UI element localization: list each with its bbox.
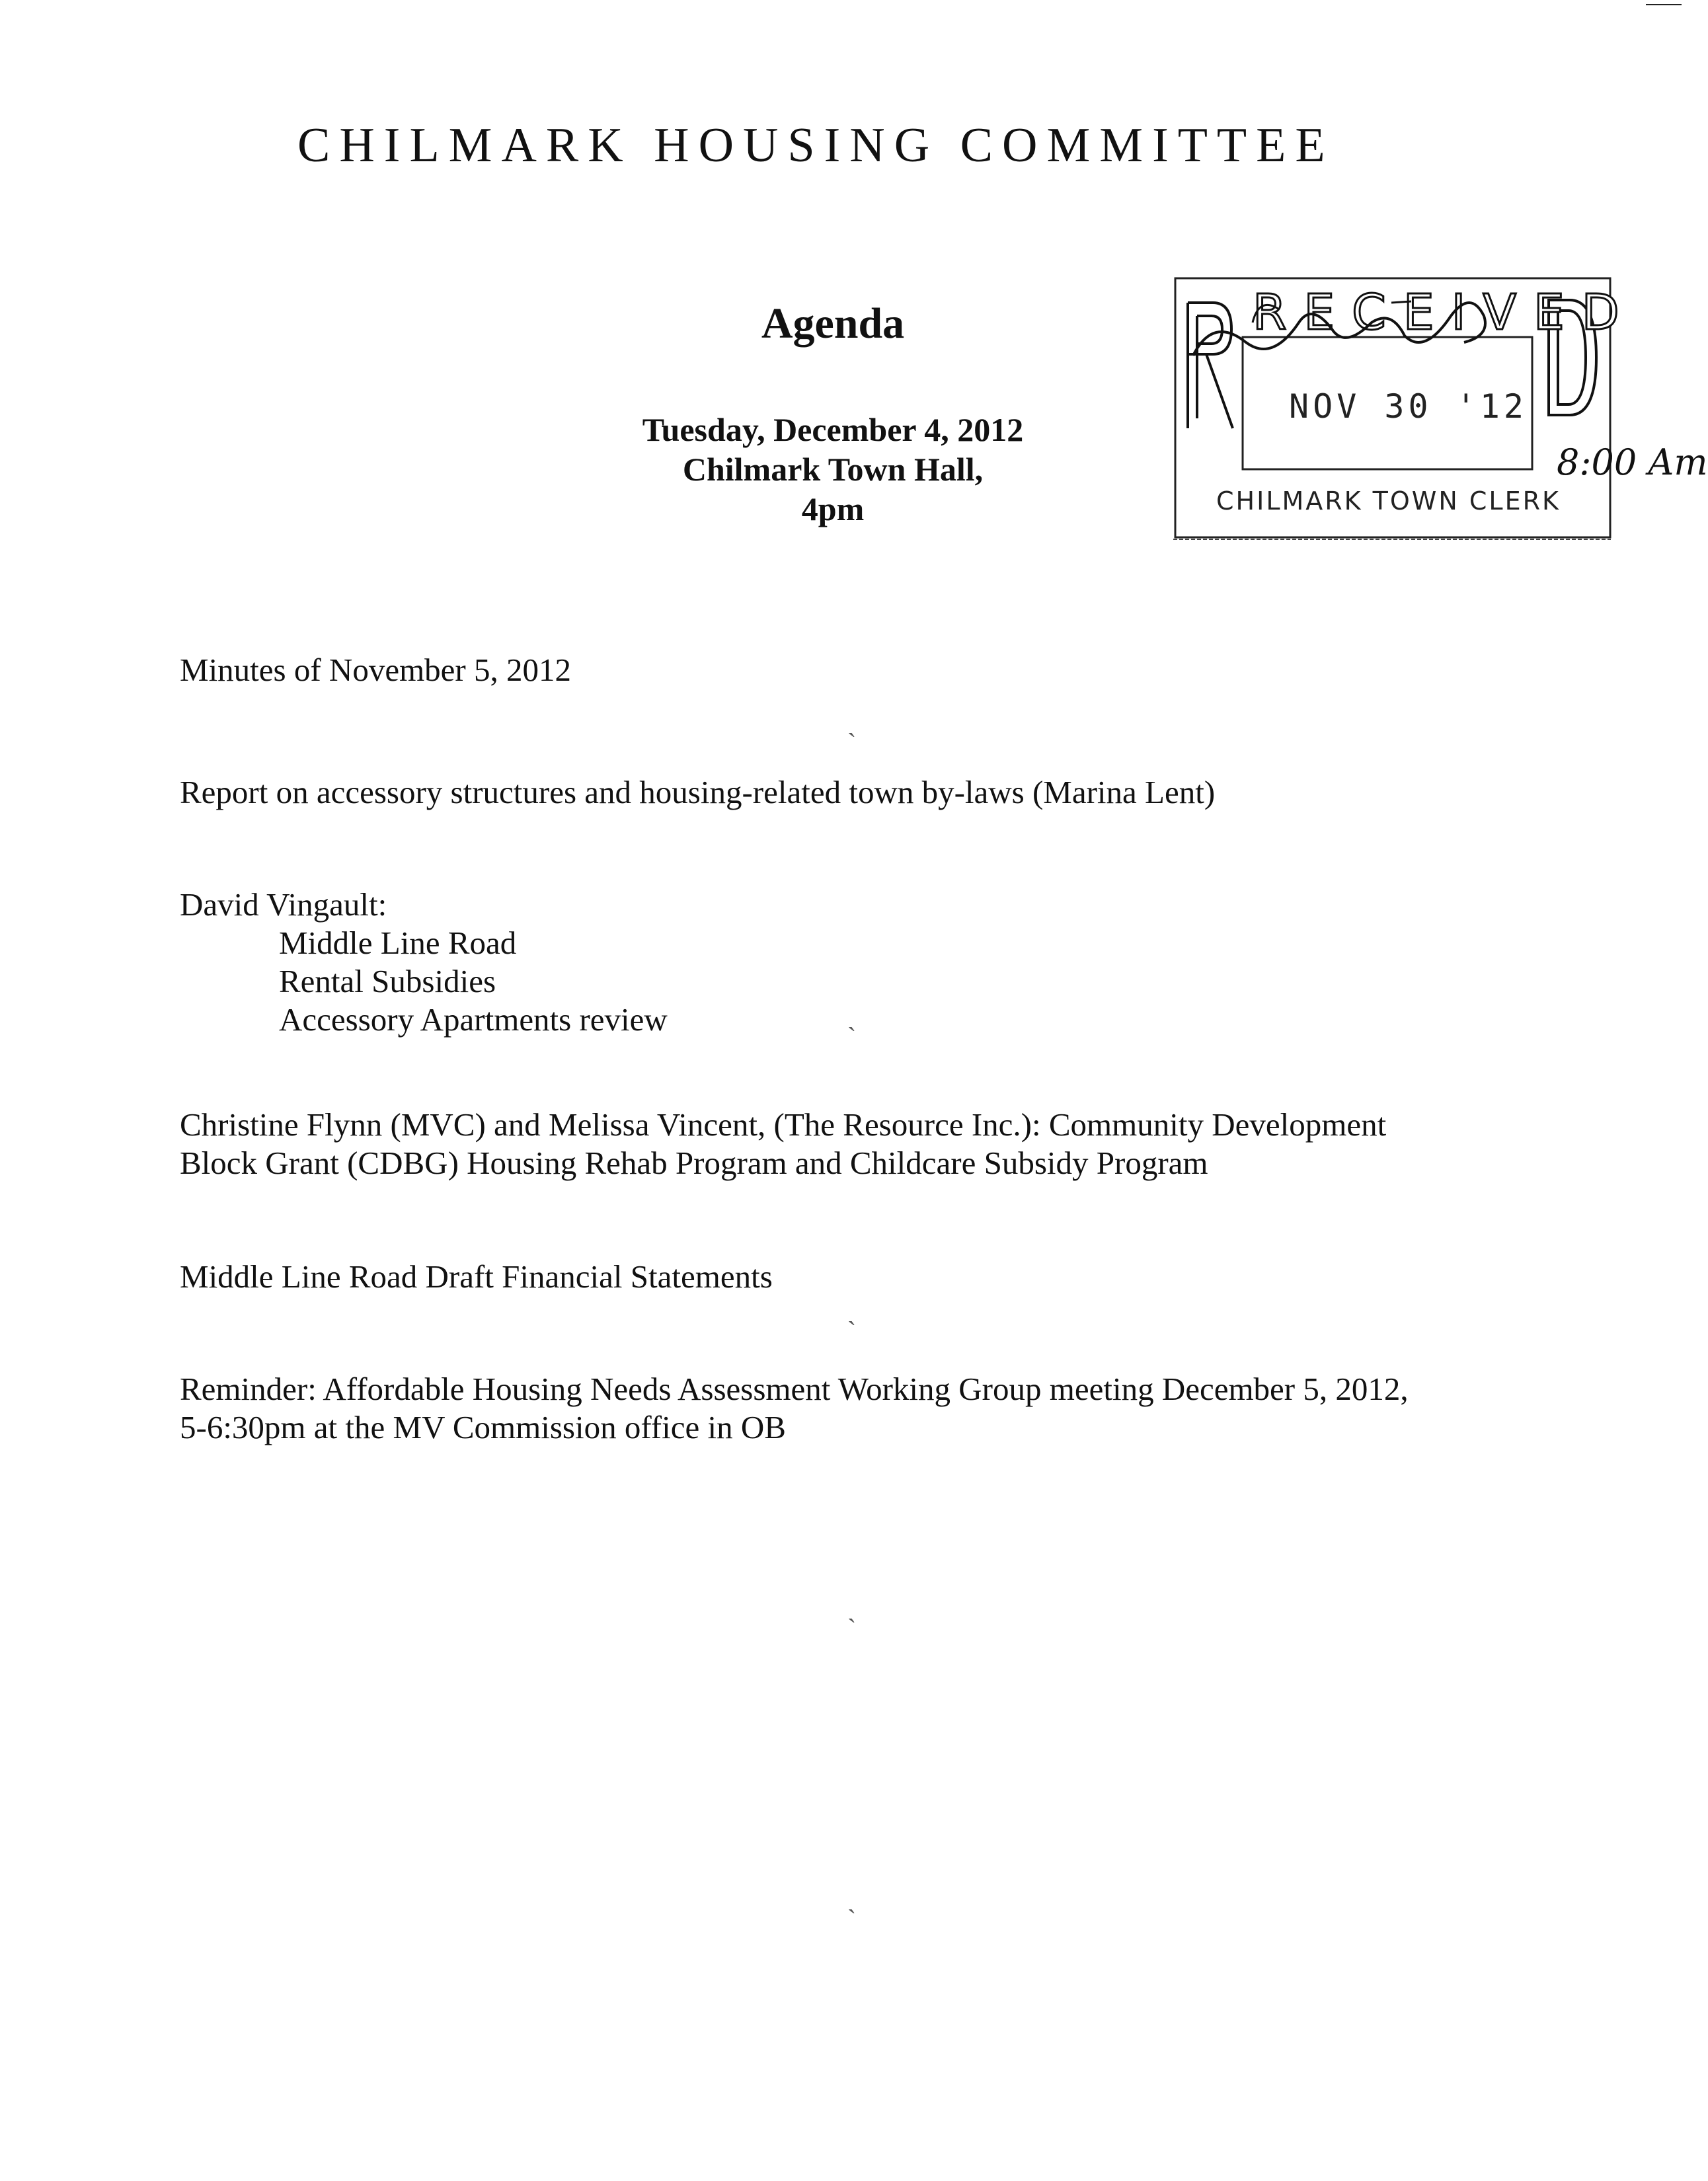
page-edge-mark — [1646, 4, 1682, 5]
sub-item: Rental Subsidies — [279, 963, 496, 999]
agenda-item-minutes: Minutes of November 5, 2012 — [180, 652, 571, 688]
meeting-info — [562, 410, 1104, 529]
scan-mark: ` — [847, 1904, 857, 1934]
agenda-item-line: Reminder: Affordable Housing Needs Assessment Working Group meeting December 5, 2012, — [180, 1371, 1409, 1407]
agenda-item-financial-statements: Middle Line Road Draft Financial Statements — [180, 1258, 773, 1295]
agenda-item-david-vingault — [180, 886, 1535, 1039]
agenda-item-reminder — [180, 1370, 1535, 1447]
meeting-location: Chilmark Town Hall, — [682, 451, 984, 488]
organization-title: CHILMARK HOUSING COMMITTEE — [297, 118, 1335, 172]
agenda-item-line: Christine Flynn (MVC) and Melissa Vincent, (The Resource Inc.): Community Development — [180, 1106, 1387, 1143]
meeting-time: 4pm — [801, 490, 865, 527]
presenter-name: David Vingault: — [180, 886, 387, 923]
handwritten-time: 8:00 Am — [1557, 441, 1708, 483]
sub-item: Accessory Apartments review — [279, 1001, 668, 1038]
agenda-item-line: Block Grant (CDBG) Housing Rehab Program and Childcare Subsidy Program — [180, 1145, 1208, 1181]
scan-mark: ` — [847, 728, 857, 757]
agenda-item-report: Report on accessory structures and housing-related town by-laws (Marina Lent) — [180, 774, 1216, 810]
scan-mark: ` — [847, 1022, 857, 1052]
scan-mark: ` — [847, 1316, 857, 1346]
sub-item-list — [279, 924, 1535, 1039]
scan-mark: ` — [847, 1613, 857, 1643]
stamp-date: NOV 30 '12 — [1289, 387, 1528, 426]
document-heading: Agenda — [761, 299, 905, 348]
clerk-signature — [1173, 276, 1637, 375]
sub-item: Middle Line Road — [279, 925, 517, 961]
agenda-item-line: 5-6:30pm at the MV Commission office in OB — [180, 1409, 786, 1445]
stamp-received-text: RECEIVED — [1253, 284, 1637, 341]
agenda-item-cdbg — [180, 1106, 1535, 1182]
stamp-clerk-text: CHILMARK TOWN CLERK — [1216, 486, 1561, 516]
meeting-date: Tuesday, December 4, 2012 — [642, 411, 1024, 448]
